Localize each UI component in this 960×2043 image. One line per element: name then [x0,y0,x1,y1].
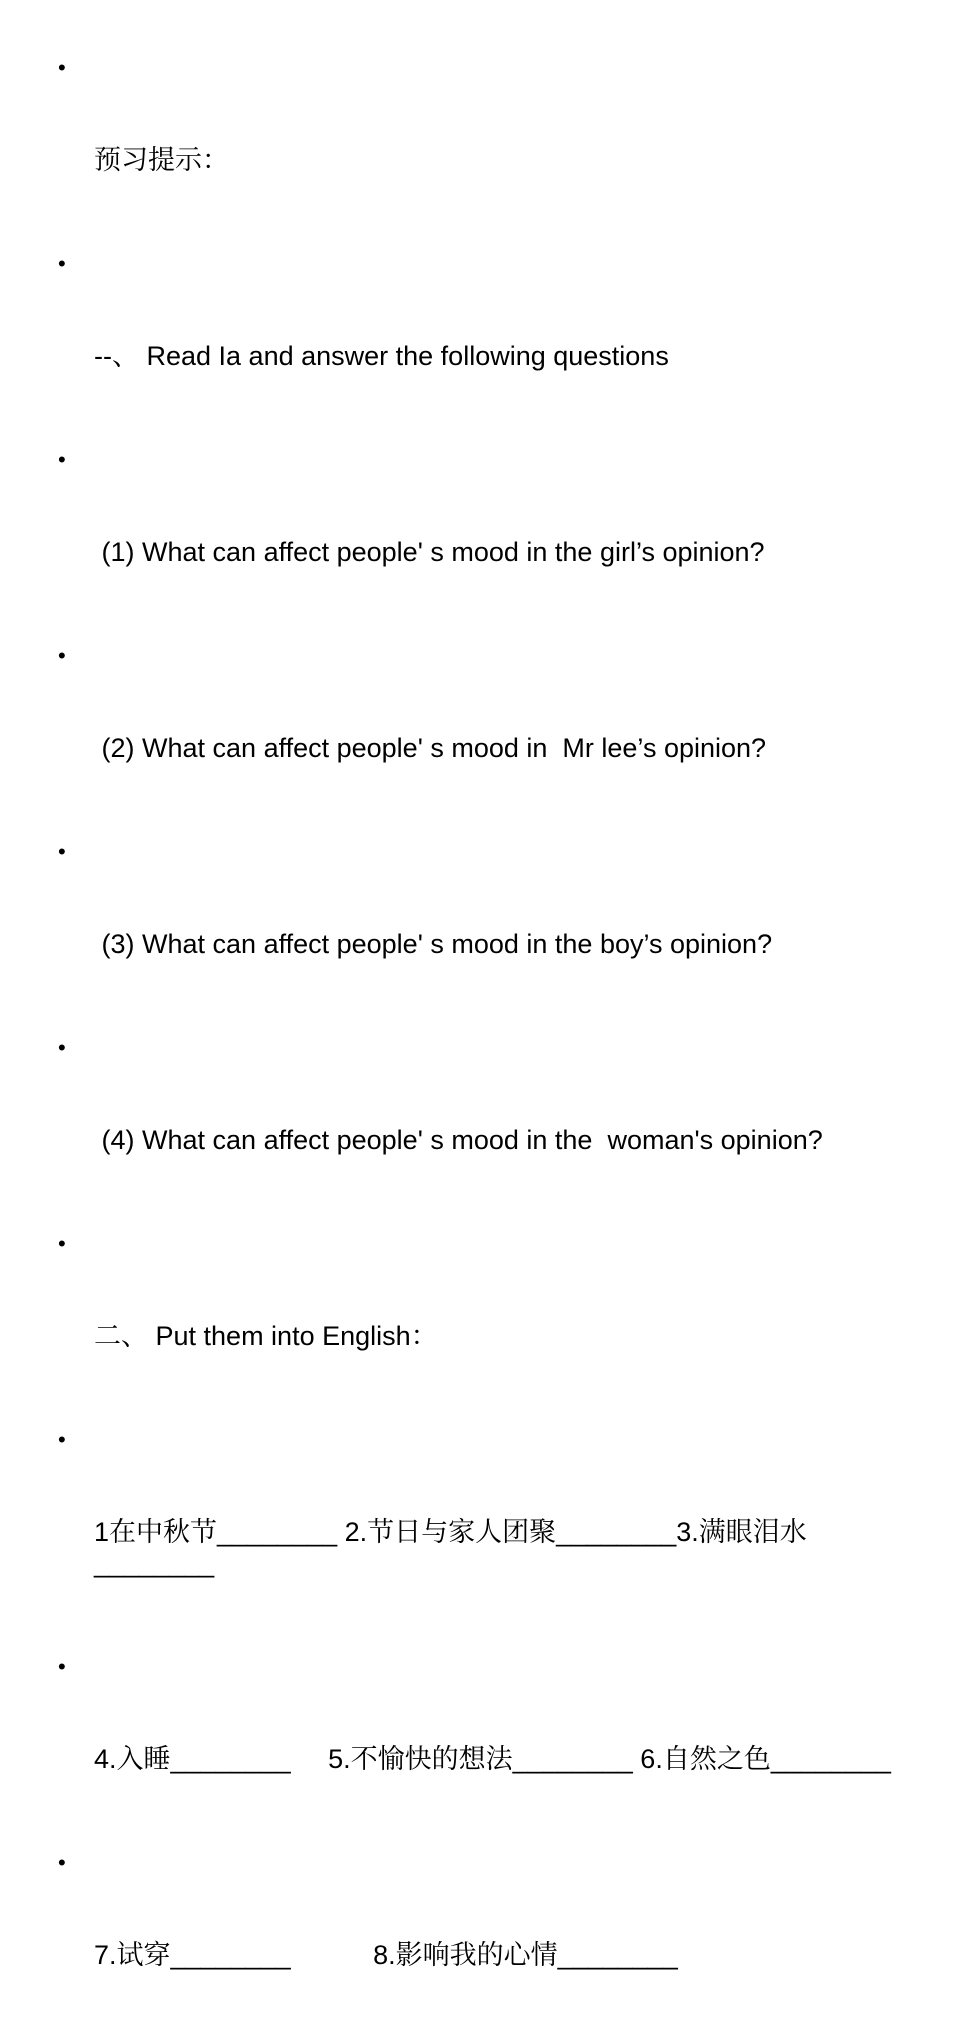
list-item-question-3 [58,836,918,1022]
bullet-icon: • [58,447,66,472]
bullet-icon: • [58,1035,66,1060]
bullet-list [58,52,918,2043]
bullet-icon: • [58,643,66,668]
list-item-preview-hint [58,52,918,238]
list-item-question-2 [58,640,918,826]
bullet-icon: • [58,839,66,864]
list-item-text: 1在中秋节________ 2.节日与家人团聚________3.满眼泪水________ [94,1517,807,1578]
bullet-icon: • [58,1427,66,1452]
list-item-text: --、 Read Ia and answer the following questions [94,341,669,371]
list-item-text: (2) What can affect people' s mood in Mr lee’s opinion? [94,733,767,763]
list-item-instruction-read [58,248,918,434]
list-item-phrases-7-8 [58,1847,918,2033]
list-item-text: (3) What can affect people' s mood in the boy’s opinion? [94,929,773,959]
list-item-question-1 [58,444,918,630]
list-item-phrases-1-3 [58,1424,918,1641]
list-item-question-4 [58,1032,918,1218]
bullet-icon: • [58,251,66,276]
bullet-icon: • [58,55,66,80]
list-item-text: 7.试穿________ 8.影响我的心情________ [94,1940,678,1970]
list-item-text: (1) What can affect people' s mood in the girl’s opinion? [94,537,765,567]
list-item-phrases-4-6 [58,1651,918,1837]
list-item-text: 二、 Put them into English： [94,1321,438,1351]
bullet-icon: • [58,1850,66,1875]
list-item-text: (4) What can affect people' s mood in the woman's opinion? [94,1125,823,1155]
list-item-text: 4.入睡________ 5.不愉快的想法________ 6.自然之色________ [94,1744,891,1774]
list-item-text: 预习提示： [94,145,229,175]
list-item-instruction-translate [58,1228,918,1414]
bullet-icon: • [58,1231,66,1256]
bullet-icon: • [58,1654,66,1679]
